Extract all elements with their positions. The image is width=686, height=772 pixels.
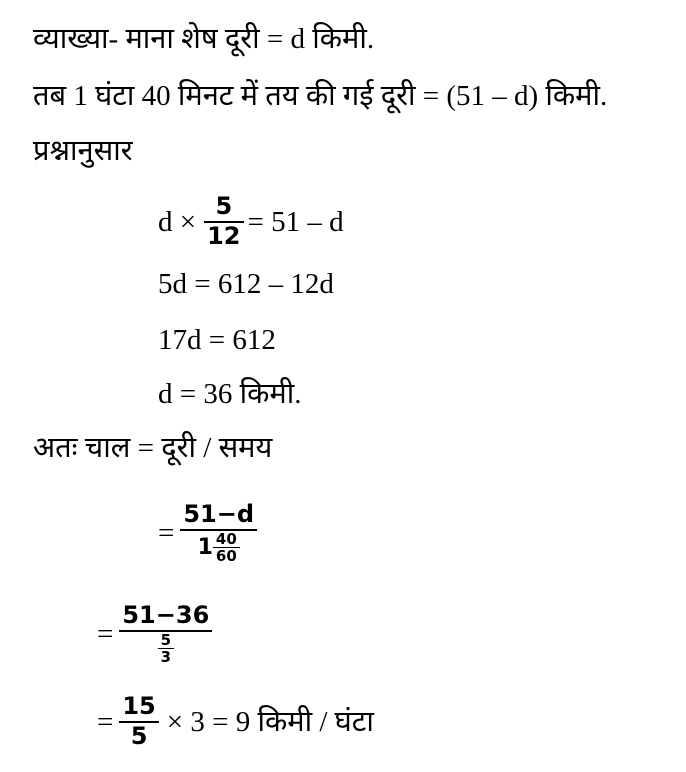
mixed-numerator: 40 bbox=[215, 529, 237, 548]
equation-4: d = 36 किमी. bbox=[158, 378, 302, 410]
step3-result: × 3 = 9 किमी / घंटा bbox=[166, 706, 374, 738]
mixed-number bbox=[198, 531, 240, 565]
speed-step-2 bbox=[97, 588, 212, 680]
eq1-denominator: 12 bbox=[207, 222, 241, 250]
step1-numerator: 51−d bbox=[183, 500, 255, 529]
step3-denominator: 5 bbox=[130, 722, 148, 750]
mixed-whole: 1 bbox=[197, 535, 213, 561]
step2-fraction bbox=[119, 602, 212, 666]
step2-equals: = bbox=[97, 618, 114, 650]
step1-fraction bbox=[180, 501, 257, 565]
mixed-fraction bbox=[213, 531, 240, 565]
step1-equals: = bbox=[158, 517, 175, 549]
step2-denominator-fraction bbox=[158, 632, 174, 666]
step3-equals: = bbox=[97, 706, 114, 738]
step2-numerator: 51−36 bbox=[122, 601, 210, 630]
eq1-fraction bbox=[204, 193, 243, 250]
line-definition: व्याख्या- माना शेष दूरी = d किमी. bbox=[33, 23, 375, 55]
step3-numerator: 15 bbox=[122, 692, 156, 721]
step2-inner-denominator: 3 bbox=[160, 648, 172, 667]
line-distance-covered: तब 1 घंटा 40 मिनट में तय की गई दूरी = (51 – d) किमी. bbox=[33, 80, 608, 112]
eq1-lhs: d × bbox=[158, 206, 197, 238]
speed-formula-heading: अतः चाल = दूरी / समय bbox=[33, 432, 273, 464]
equation-1 bbox=[158, 188, 344, 256]
equation-3: 17d = 612 bbox=[158, 324, 276, 356]
step2-inner-numerator: 5 bbox=[160, 630, 172, 649]
speed-step-1 bbox=[158, 486, 257, 580]
line-according-to-question: प्रश्नानुसार bbox=[33, 135, 133, 167]
speed-step-3 bbox=[97, 686, 374, 758]
eq1-numerator: 5 bbox=[215, 192, 233, 221]
eq1-rhs: = 51 – d bbox=[247, 206, 344, 238]
step2-denominator bbox=[155, 632, 177, 666]
equation-2: 5d = 612 – 12d bbox=[158, 268, 334, 300]
step1-denominator bbox=[195, 531, 243, 565]
mixed-denominator: 60 bbox=[215, 547, 237, 566]
step3-fraction bbox=[119, 693, 158, 750]
